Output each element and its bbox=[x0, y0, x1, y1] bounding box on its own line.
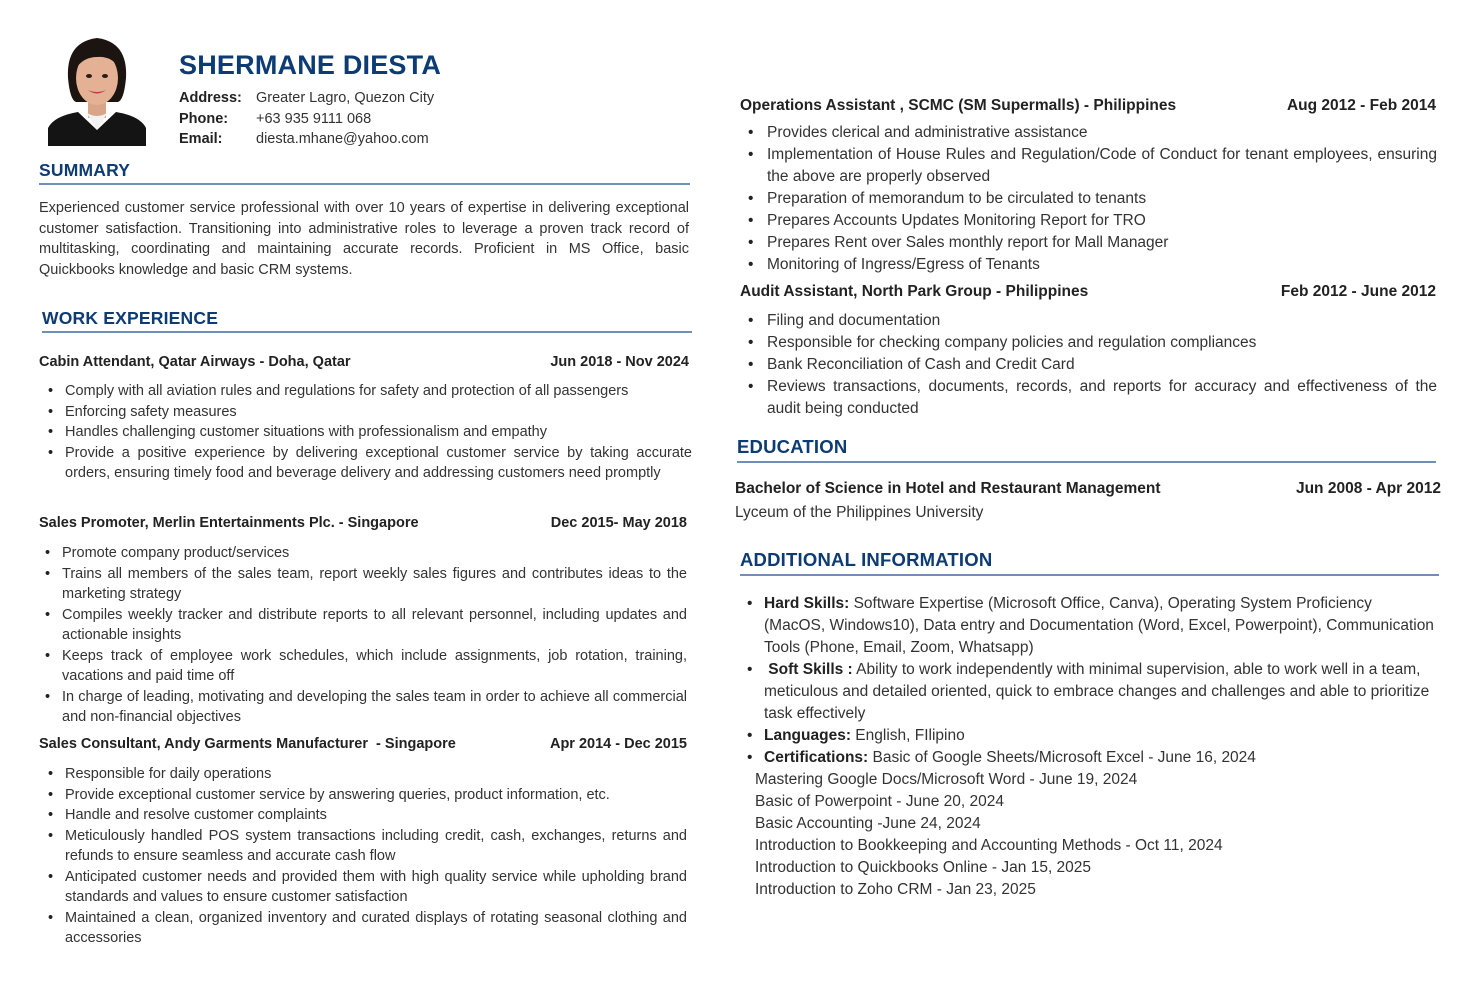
certification-item: Introduction to Zoho CRM - Jan 23, 2025 bbox=[755, 881, 1036, 898]
additional-info-list bbox=[747, 593, 1437, 769]
section-divider bbox=[39, 183, 690, 185]
job-dates: Jun 2018 - Nov 2024 bbox=[550, 354, 689, 370]
job-title: Operations Assistant , SCMC (SM Supermalls) - Philippines bbox=[740, 97, 1177, 114]
certification-item: Mastering Google Docs/Microsoft Word - June 19, 2024 bbox=[755, 771, 1138, 788]
item-label: Languages: bbox=[764, 727, 851, 744]
item-label: Certifications: bbox=[764, 749, 869, 766]
job-header bbox=[39, 354, 689, 370]
job-bullets bbox=[40, 381, 692, 484]
list-item bbox=[747, 747, 1437, 769]
school-name: Lyceum of the Philippines University bbox=[735, 504, 984, 521]
list-item: • Provide a positive experience by delivering exceptional customer service by taking accurate orders, ensuring timely food and beverage delivery and addressing customers need promptly bbox=[40, 443, 692, 484]
profile-photo bbox=[48, 30, 146, 146]
job-dates: Dec 2015- May 2018 bbox=[550, 515, 687, 531]
certification-item: Introduction to Quickbooks Online - Jan 15, 2025 bbox=[755, 859, 1092, 876]
item-label: Hard Skills: bbox=[764, 595, 850, 612]
list-item: • Prepares Rent over Sales monthly report for Mall Manager bbox=[740, 232, 1437, 254]
job-title: Sales Promoter, Merlin Entertainments Plc. - Singapore bbox=[39, 515, 419, 531]
summary-text: Experienced customer service professional with over 10 years of expertise in delivering exceptional customer satisfaction. Transitioning into administrative roles to leverage a proven track record of multitasking, coordinating and maintaining accurate records. Proficient in MS Office, basic Quickbooks knowledge and basic CRM systems. bbox=[39, 200, 689, 278]
contact-label: Address: bbox=[179, 90, 242, 106]
list-item: • In charge of leading, motivating and developing the sales team in order to achieve all commercial and non-financial objectives bbox=[37, 687, 687, 728]
job-title: Cabin Attendant, Qatar Airways - Doha, Qatar bbox=[39, 354, 351, 370]
certification-item: Basic Accounting -June 24, 2024 bbox=[755, 815, 981, 832]
list-item: • Provides clerical and administrative assistance bbox=[740, 122, 1437, 144]
job-bullets bbox=[40, 764, 687, 949]
list-item: • Prepares Accounts Updates Monitoring Report for TRO bbox=[740, 210, 1437, 232]
portrait-image bbox=[48, 30, 146, 146]
certification-item: Introduction to Bookkeeping and Accounting Methods - Oct 11, 2024 bbox=[755, 837, 1223, 854]
job-header bbox=[740, 97, 1436, 115]
job-bullets bbox=[740, 310, 1437, 420]
list-item bbox=[747, 659, 1437, 725]
list-item: • Bank Reconciliation of Cash and Credit Card bbox=[740, 354, 1437, 376]
job-header bbox=[39, 736, 687, 752]
certifications-list bbox=[755, 769, 1223, 901]
list-item: • Keeps track of employee work schedules, which include assignments, job rotation, training, vacations and paid time off bbox=[37, 646, 687, 687]
list-item: • Reviews transactions, documents, records, and reports for accuracy and effectiveness of the audit being conducted bbox=[740, 376, 1437, 420]
list-item: • Provide exceptional customer service by answering queries, product information, etc. bbox=[40, 785, 687, 806]
job-bullets bbox=[740, 122, 1437, 276]
email-value: diesta.mhane@yahoo.com bbox=[256, 131, 429, 147]
contact-label: Phone: bbox=[179, 110, 229, 127]
list-item: • Comply with all aviation rules and regulations for safety and protection of all passengers bbox=[40, 381, 692, 402]
item-text: English, FIlipino bbox=[850, 727, 965, 744]
education-dates: Jun 2008 - Apr 2012 bbox=[1295, 480, 1441, 497]
section-divider bbox=[737, 461, 1436, 463]
work-experience-heading: WORK EXPERIENCE bbox=[42, 308, 219, 328]
item-label: Soft Skills : bbox=[764, 661, 853, 678]
list-item: • Anticipated customer needs and provided them with high quality service while upholding brand standards and values to ensure customer satisfaction bbox=[40, 867, 687, 908]
list-item: • Compiles weekly tracker and distribute reports to all relevant personnel, including updates and actionable insights bbox=[37, 605, 687, 646]
job-header bbox=[740, 283, 1436, 301]
section-divider bbox=[42, 331, 692, 333]
contact-row-email bbox=[179, 129, 434, 150]
list-item: • Handles challenging customer situations with professionalism and empathy bbox=[40, 422, 692, 443]
item-text: Ability to work independently with minimal supervision, able to work well in a team, meticulous and detailed oriented, quick to embrace changes and challenges and able to prioritize task effectively bbox=[764, 661, 1430, 722]
phone-value: +63 935 9111 068 bbox=[256, 110, 372, 127]
list-item: • Enforcing safety measures bbox=[40, 402, 692, 423]
job-dates: Apr 2014 - Dec 2015 bbox=[549, 736, 687, 752]
list-item: • Maintained a clean, organized inventory and curated displays of rotating seasonal clothing and accessories bbox=[40, 908, 687, 949]
degree-name: Bachelor of Science in Hotel and Restaurant Management bbox=[735, 480, 1161, 497]
additional-info-heading: ADDITIONAL INFORMATION bbox=[740, 549, 993, 570]
education-entry bbox=[735, 480, 1441, 498]
list-item: • Implementation of House Rules and Regulation/Code of Conduct for tenant employees, ensuring the above are properly observed bbox=[740, 144, 1437, 188]
contact-info bbox=[179, 88, 434, 150]
job-title: Audit Assistant, North Park Group - Philippines bbox=[740, 283, 1089, 300]
education-heading: EDUCATION bbox=[737, 436, 848, 457]
job-title: Sales Consultant, Andy Garments Manufacturer - Singapore bbox=[39, 736, 456, 752]
job-bullets bbox=[37, 543, 687, 728]
list-item: • Preparation of memorandum to be circulated to tenants bbox=[740, 188, 1437, 210]
certification-item: Basic of Powerpoint - June 20, 2024 bbox=[755, 793, 1005, 810]
list-item: • Responsible for daily operations bbox=[40, 764, 687, 785]
list-item: • Promote company product/services bbox=[37, 543, 687, 564]
summary-heading: SUMMARY bbox=[39, 160, 131, 180]
list-item bbox=[747, 725, 1437, 747]
job-dates: Aug 2012 - Feb 2014 bbox=[1286, 97, 1436, 114]
contact-row-phone bbox=[179, 109, 434, 130]
item-text: Basic of Google Sheets/Microsoft Excel - June 16, 2024 bbox=[868, 749, 1256, 766]
list-item: • Trains all members of the sales team, report weekly sales figures and contributes ideas to the marketing strategy bbox=[37, 564, 687, 605]
section-divider bbox=[740, 574, 1439, 576]
job-dates: Feb 2012 - June 2012 bbox=[1280, 283, 1436, 300]
candidate-name: SHERMANE DIESTA bbox=[179, 50, 442, 80]
contact-label: Email: bbox=[179, 131, 223, 147]
job-header bbox=[39, 515, 687, 531]
list-item: • Responsible for checking company policies and regulation compliances bbox=[740, 332, 1437, 354]
list-item: • Filing and documentation bbox=[740, 310, 1437, 332]
list-item: • Handle and resolve customer complaints bbox=[40, 805, 687, 826]
contact-row-address bbox=[179, 88, 434, 109]
list-item bbox=[747, 593, 1437, 659]
item-text: Software Expertise (Microsoft Office, Canva), Operating System Proficiency (MacOS, Windows10), Data entry and Documentation (Word, Excel, Powerpoint), Communication Tools (Phone, Email, Zoom, Whatsapp) bbox=[764, 595, 1434, 656]
list-item: • Monitoring of Ingress/Egress of Tenants bbox=[740, 254, 1437, 276]
address-value: Greater Lagro, Quezon City bbox=[256, 90, 435, 106]
list-item: • Meticulously handled POS system transactions including credit, cash, exchanges, returns and refunds to ensure seamless and accurate cash flow bbox=[40, 826, 687, 867]
